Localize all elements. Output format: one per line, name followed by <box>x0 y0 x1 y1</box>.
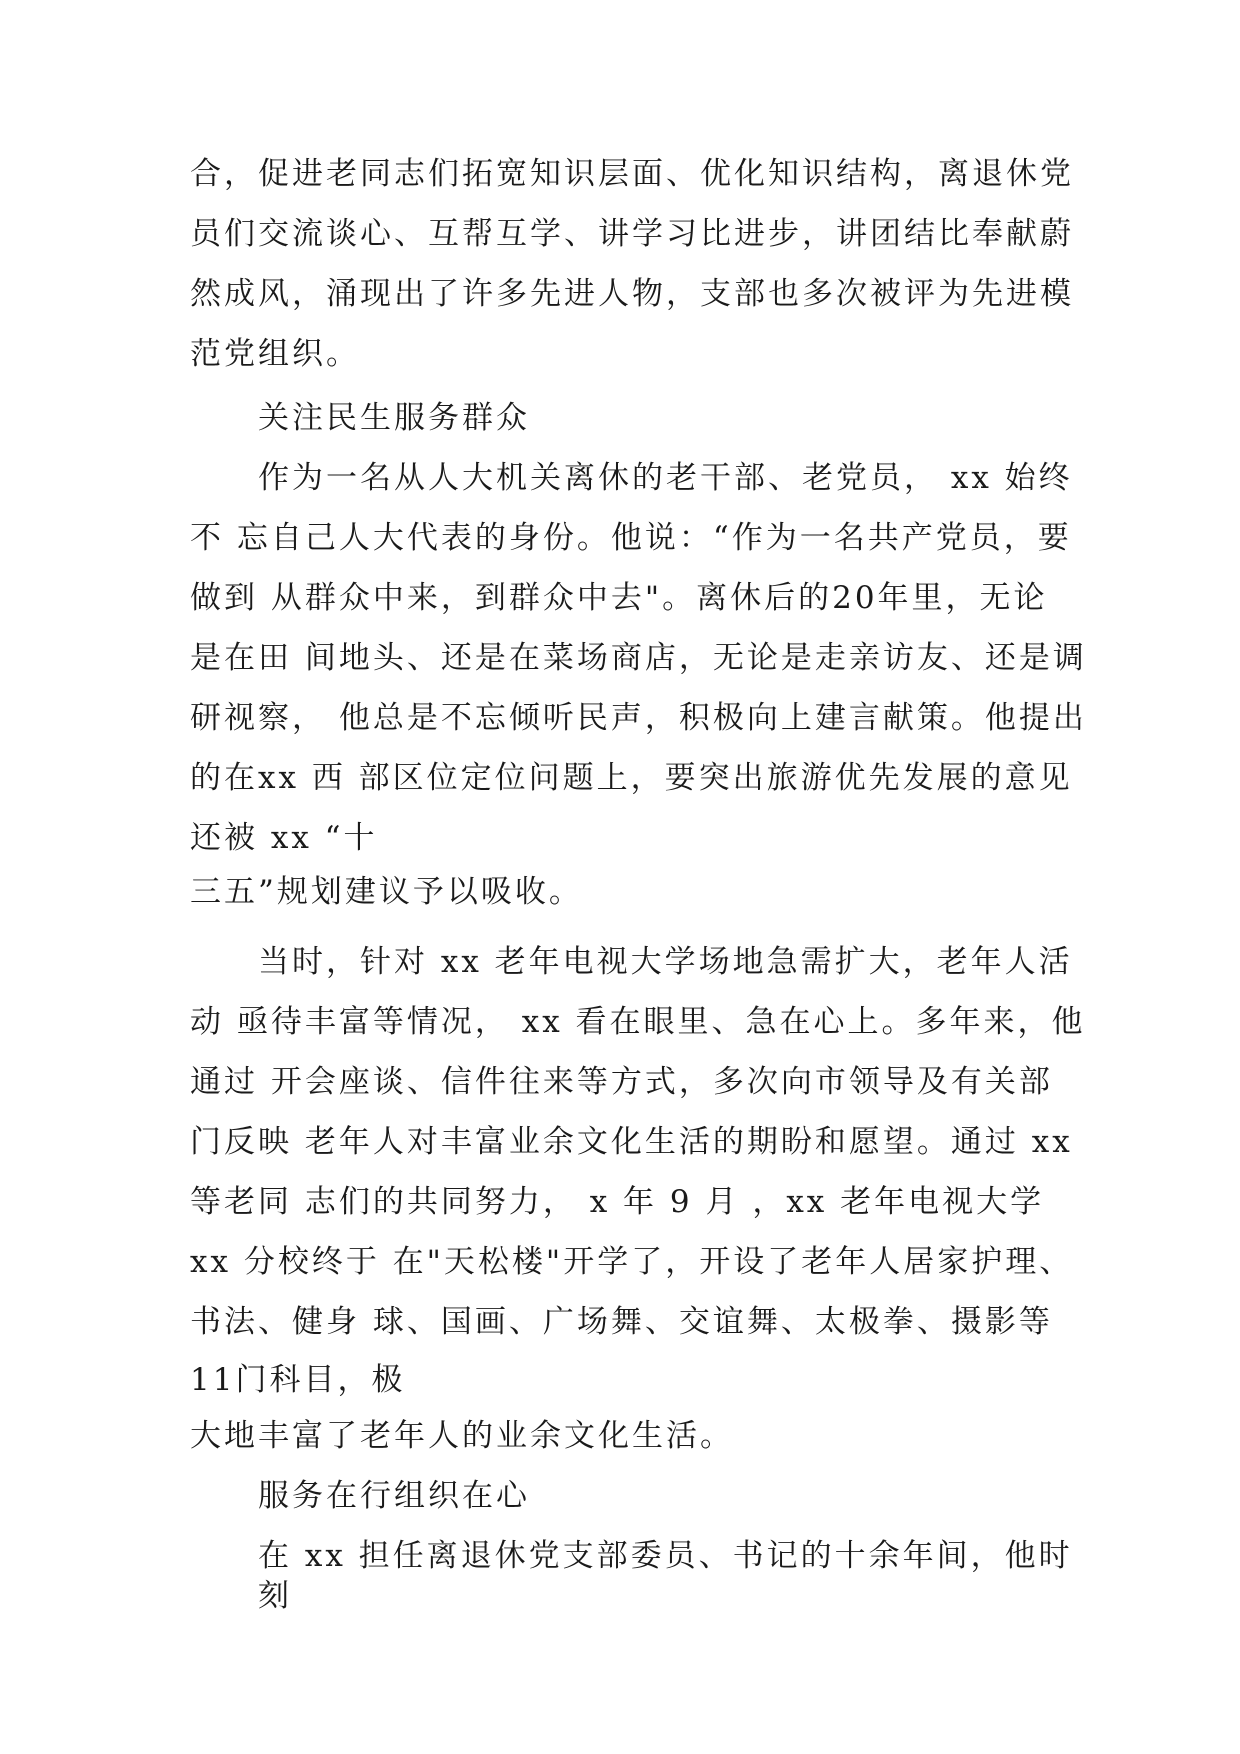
text-line: 大地丰富了老年人的业余文化生活。 <box>190 1418 734 1454</box>
text-line: 在 xx 担任离退休党支部委员、书记的十余年间，他时 <box>258 1538 1073 1574</box>
text-line: 动 亟待丰富等情况， xx 看在眼里、急在心上。多年来，他 <box>190 1004 1086 1040</box>
section-heading: 关注民生服务群众 <box>258 400 530 436</box>
text-line: 的在xx 西 部区位定位问题上，要突出旅游优先发展的意见 <box>190 760 1073 796</box>
section-heading: 服务在行组织在心 <box>258 1478 530 1514</box>
text-line: 不 忘自己人大代表的身份。他说：“作为一名共产党员，要 <box>190 520 1072 556</box>
text-line: 通过 开会座谈、信件往来等方式，多次向市领导及有关部 <box>190 1064 1053 1100</box>
text-line: 三五”规划建议予以吸收。 <box>190 874 583 910</box>
text-line: 还被 xx “十 <box>190 820 378 856</box>
text-line: 刻 <box>258 1578 292 1614</box>
text-line: 等老同 志们的共同努力， x 年 9 月 ，xx 老年电视大学 <box>190 1184 1045 1220</box>
text-line: 研视察， 他总是不忘倾听民声，积极向上建言献策。他提出 <box>190 700 1087 736</box>
text-line: 当时，针对 xx 老年电视大学场地急需扩大，老年人活 <box>258 944 1073 980</box>
text-line: 作为一名从人大机关离休的老干部、老党员， xx 始终 <box>258 460 1073 496</box>
text-line: 范党组织。 <box>190 336 360 372</box>
text-line: 然成风，涌现出了许多先进人物，支部也多次被评为先进模 <box>190 276 1074 312</box>
text-line: 门反映 老年人对丰富业余文化生活的期盼和愿望。通过 xx <box>190 1124 1073 1160</box>
text-line: 合，促进老同志们拓宽知识层面、优化知识结构，离退休党 <box>190 156 1074 192</box>
text-line: 是在田 间地头、还是在菜场商店，无论是走亲访友、还是调 <box>190 640 1087 676</box>
text-line: 做到 从群众中来，到群众中去"。离休后的20年里，无论 <box>190 580 1048 616</box>
text-line: 员们交流谈心、互帮互学、讲学习比进步，讲团结比奉献蔚 <box>190 216 1074 252</box>
text-line: 书法、健身 球、国画、广场舞、交谊舞、太极拳、摄影等 <box>190 1304 1053 1340</box>
text-line: xx 分校终于 在"天松楼"开学了，开设了老年人居家护理、 <box>190 1244 1074 1280</box>
text-line: 11门科目，极 <box>190 1362 406 1398</box>
